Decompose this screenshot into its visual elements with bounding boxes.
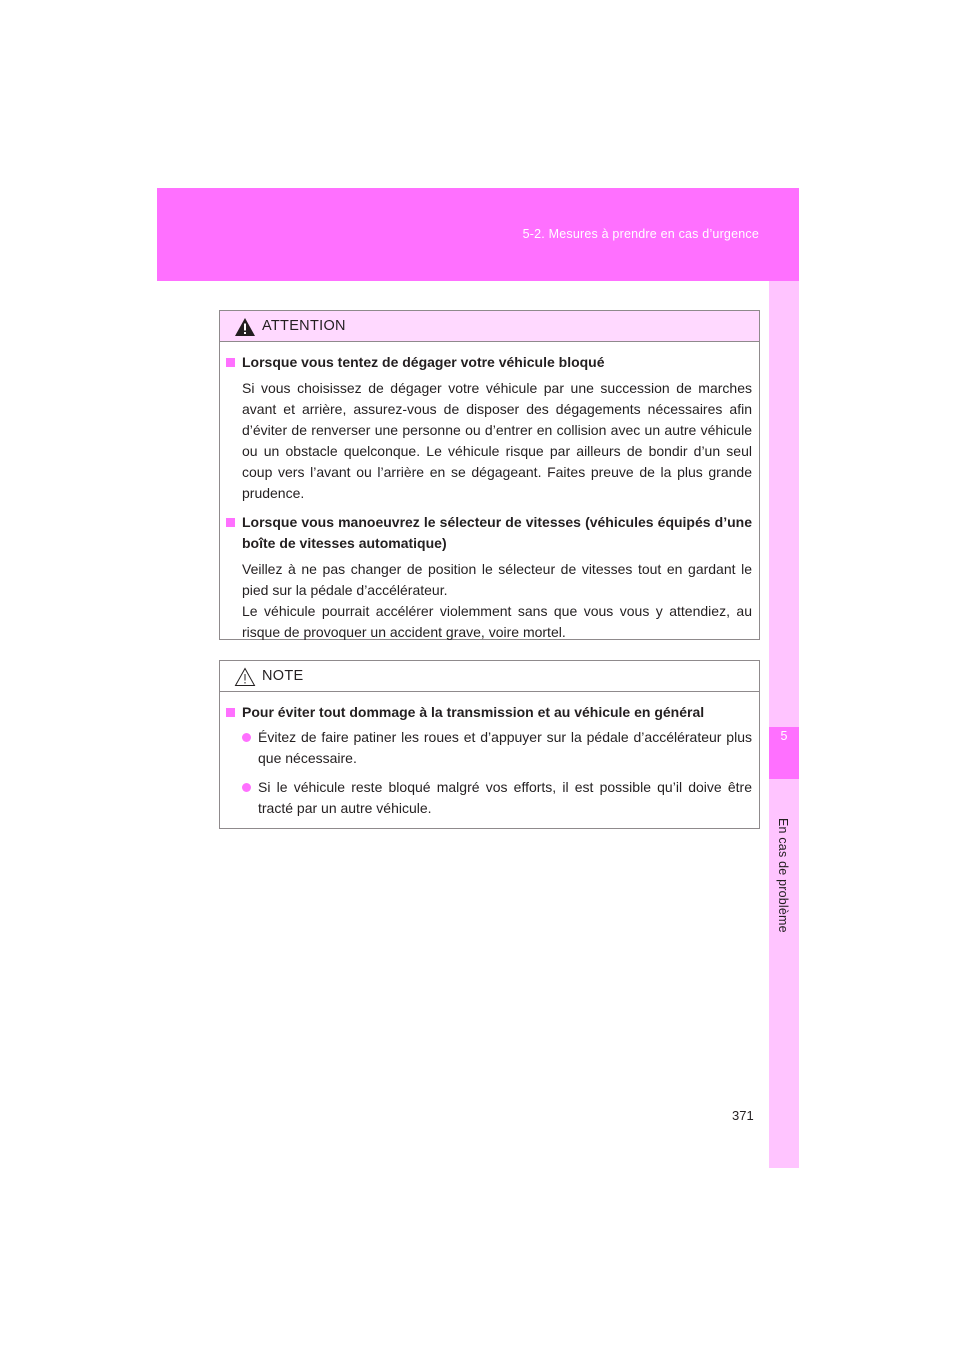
note-item bbox=[224, 702, 752, 819]
attention-paragraph: Si vous choisissez de dégager votre véhicule par une succession de marches avant et arrière, assurez-vous de disposer des dégagements nécessaires afin d’éviter de renverser une personne ou d’entrer en collision avec un autre véhicule ou un obstacle quelconque. Le véhicule risque par ailleurs de bondir d’un seul coup vers l’avant ou l’arrière en se dégageant. Faites preuve de la plus grande prudence. bbox=[242, 380, 752, 501]
note-bullet-text: Évitez de faire patiner les roues et d’appuyer sur la pédale d’accélérateur plus que nécessaire. bbox=[258, 729, 752, 766]
note-box bbox=[219, 660, 760, 829]
square-bullet-icon bbox=[226, 358, 235, 367]
note-bullet-list bbox=[242, 727, 752, 819]
attention-paragraph: Le véhicule pourrait accélérer violemment sans que vous vous y attendiez, au risque de provoquer un accident grave, voire mortel. bbox=[242, 603, 752, 640]
warning-triangle-outline-icon bbox=[234, 667, 256, 687]
attention-box bbox=[219, 310, 760, 640]
note-heading: NOTE bbox=[262, 668, 304, 684]
attention-item bbox=[224, 352, 752, 504]
round-bullet-icon bbox=[242, 733, 251, 742]
attention-item bbox=[224, 512, 752, 643]
list-item bbox=[242, 777, 752, 819]
section-title: 5-2. Mesures à prendre en cas d’urgence bbox=[522, 227, 759, 241]
round-bullet-icon bbox=[242, 783, 251, 792]
chapter-label: En cas de problème bbox=[776, 818, 790, 933]
chapter-side-tab bbox=[769, 281, 799, 1168]
page-number: 371 bbox=[732, 1108, 754, 1123]
note-item-title: Pour éviter tout dommage à la transmission et au véhicule en général bbox=[242, 704, 705, 720]
note-bullet-text: Si le véhicule reste bloqué malgré vos efforts, il est possible qu’il doive être tracté par un autre véhicule. bbox=[258, 779, 752, 816]
attention-item-title: Lorsque vous manoeuvrez le sélecteur de vitesses (véhicules équipés d’une boîte de vitesses automatique) bbox=[242, 514, 752, 551]
note-header bbox=[220, 661, 759, 692]
chapter-number: 5 bbox=[780, 729, 788, 743]
attention-heading: ATTENTION bbox=[262, 318, 346, 334]
square-bullet-icon bbox=[226, 518, 235, 527]
attention-item-title: Lorsque vous tentez de dégager votre véhicule bloqué bbox=[242, 354, 605, 370]
square-bullet-icon bbox=[226, 708, 235, 717]
list-item bbox=[242, 727, 752, 769]
attention-paragraph: Veillez à ne pas changer de position le sélecteur de vitesses tout en gardant le pied sur la pédale d’accélérateur. bbox=[242, 561, 752, 598]
warning-triangle-filled-icon bbox=[234, 317, 256, 337]
section-header-band bbox=[157, 188, 799, 281]
attention-header bbox=[220, 311, 759, 342]
